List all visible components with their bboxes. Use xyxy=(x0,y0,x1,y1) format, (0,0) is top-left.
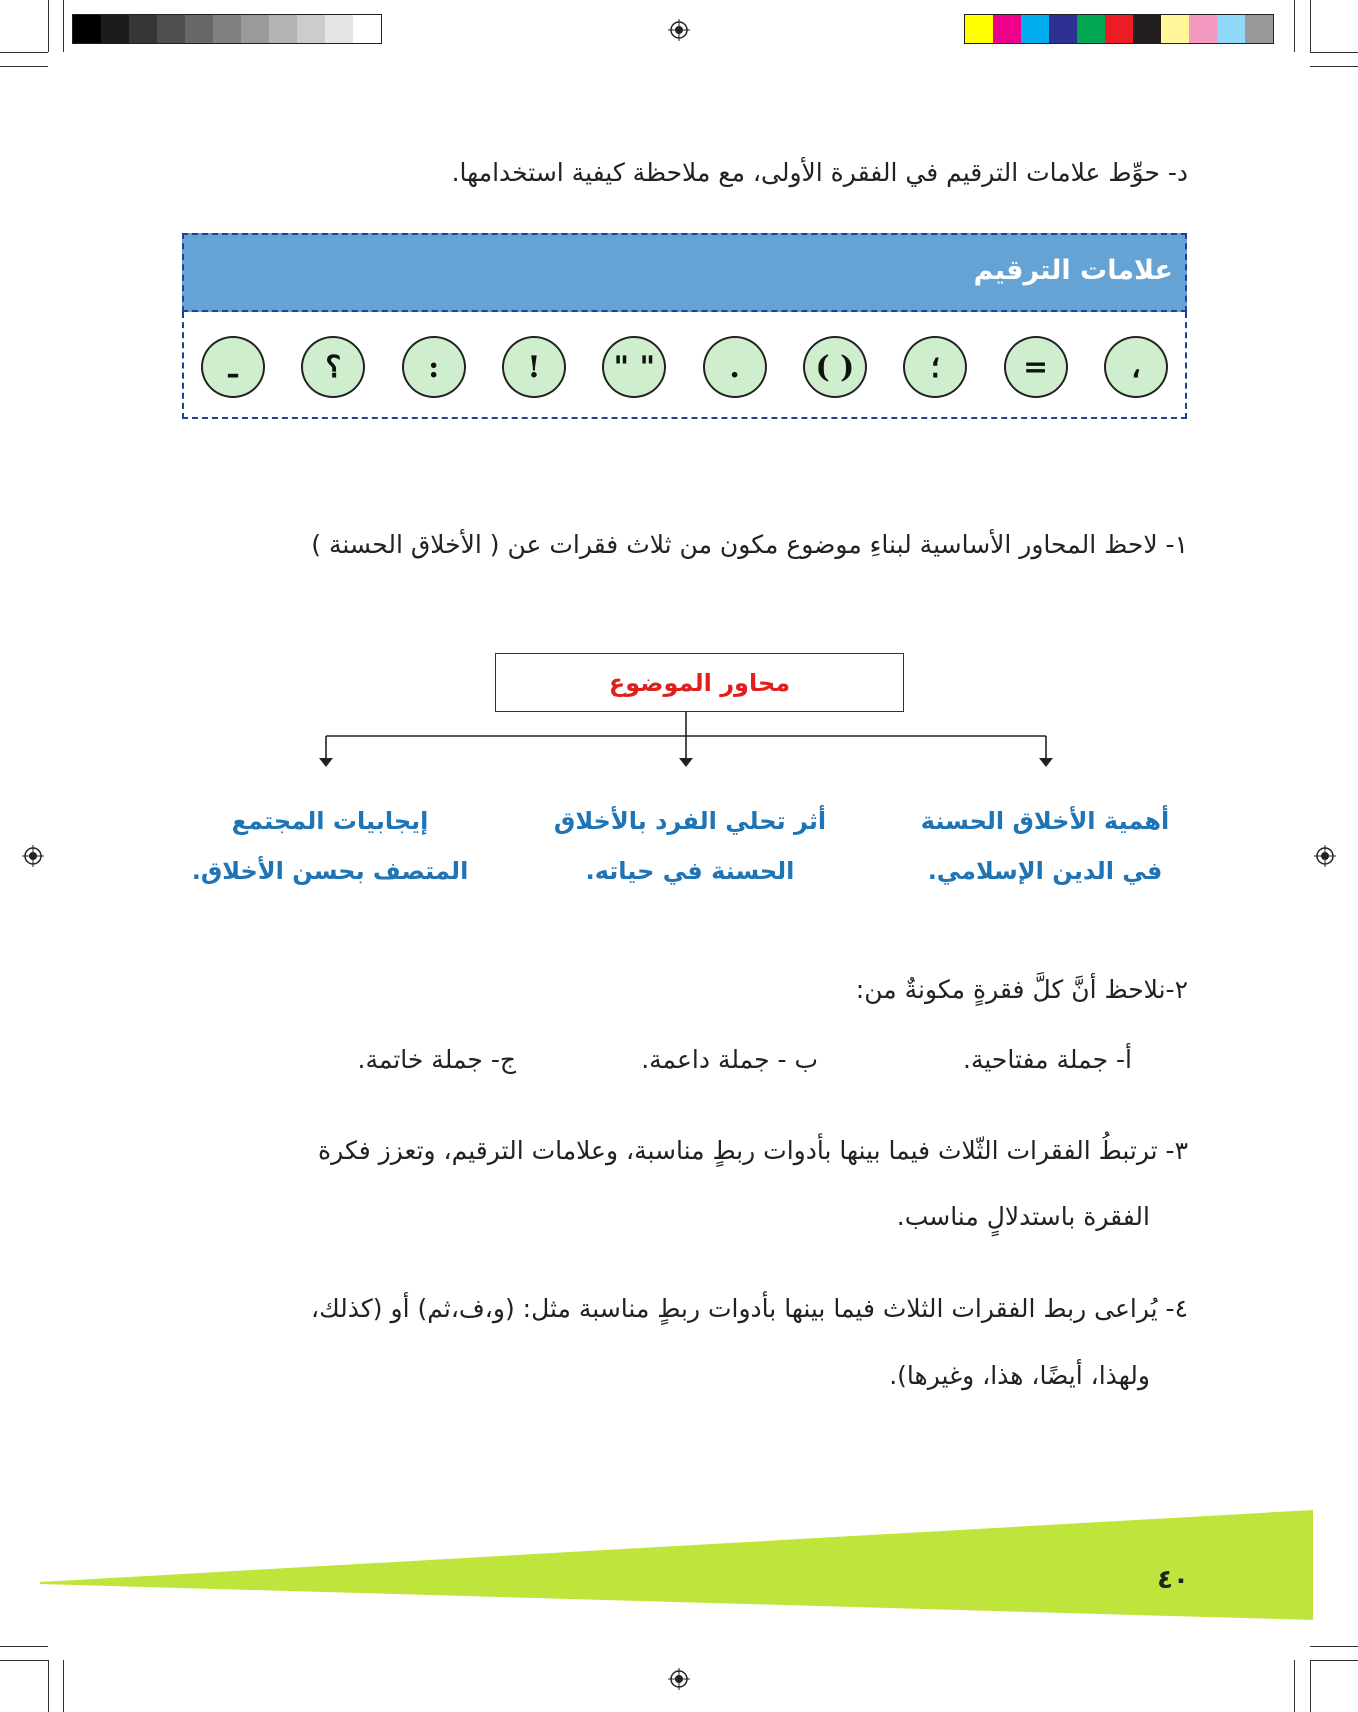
punctuation-mark: . xyxy=(703,336,767,398)
color-swatch xyxy=(993,15,1021,43)
punctuation-mark: ! xyxy=(502,336,566,398)
color-swatch xyxy=(1161,15,1189,43)
punctuation-mark: = xyxy=(1004,336,1068,398)
crop-mark xyxy=(1294,0,1295,52)
color-swatch xyxy=(101,15,129,43)
punctuation-mark: " " xyxy=(602,336,666,398)
punctuation-mark: ، xyxy=(1104,336,1168,398)
point-3-line-1: ٣- ترتبطُ الفقرات الثّلاث فيما بينها بأدوات ربطٍ مناسبة، وعلامات الترقيم، وتعزز فكرة xyxy=(318,1136,1188,1165)
diagram-title-box xyxy=(495,653,904,712)
diagram-title: محاور الموضوع xyxy=(608,668,791,697)
punctuation-mark: ( ) xyxy=(803,336,867,398)
punctuation-marks-row xyxy=(201,336,1168,398)
crop-mark xyxy=(48,1660,49,1712)
color-swatch xyxy=(965,15,993,43)
point-2-item-c: ج- جملة خاتمة. xyxy=(357,1045,516,1074)
crop-mark xyxy=(63,0,64,52)
color-swatch xyxy=(1105,15,1133,43)
diagram-branch-1 xyxy=(900,796,1190,896)
punctuation-mark: ؟ xyxy=(301,336,365,398)
color-swatch xyxy=(1133,15,1161,43)
registration-mark-icon xyxy=(668,1668,690,1690)
branch-3-line-2: المتصف بحسن الأخلاق. xyxy=(191,857,469,885)
registration-mark-icon xyxy=(22,845,44,867)
point-4-line-2: ولهذا، أيضًا، هذا، وغيرها). xyxy=(889,1361,1150,1390)
grayscale-swatch-bar xyxy=(72,14,382,44)
footer-band xyxy=(40,1510,1320,1635)
color-swatch xyxy=(213,15,241,43)
crop-mark xyxy=(0,52,48,53)
crop-mark xyxy=(1310,1660,1311,1712)
registration-mark-icon xyxy=(1314,845,1336,867)
diagram-connectors xyxy=(310,710,1070,770)
diagram-branch-3 xyxy=(180,796,480,896)
crop-mark xyxy=(0,66,48,67)
registration-mark-icon xyxy=(668,19,690,41)
punctuation-panel xyxy=(182,233,1187,419)
crop-mark xyxy=(63,1660,64,1712)
branch-3-line-1: إيجابيات المجتمع xyxy=(231,807,429,835)
crop-mark xyxy=(0,1660,48,1661)
crop-mark xyxy=(48,0,49,52)
color-swatch xyxy=(1077,15,1105,43)
punctuation-mark: : xyxy=(402,336,466,398)
color-swatch xyxy=(353,15,381,43)
branch-1-line-2: في الدين الإسلامي. xyxy=(927,857,1163,885)
punctuation-panel-body xyxy=(182,312,1187,419)
color-swatch xyxy=(325,15,353,43)
instruction-d: د- حوِّط علامات الترقيم في الفقرة الأولى، مع ملاحظة كيفية استخدامها. xyxy=(451,158,1188,187)
point-3-line-2: الفقرة باستدلالٍ مناسب. xyxy=(896,1202,1150,1231)
color-swatch xyxy=(129,15,157,43)
punctuation-mark: ؛ xyxy=(903,336,967,398)
color-swatch xyxy=(269,15,297,43)
color-swatch xyxy=(185,15,213,43)
point-2-item-a: أ- جملة مفتاحية. xyxy=(963,1045,1132,1074)
crop-mark xyxy=(1310,52,1358,53)
crop-mark xyxy=(1294,1660,1295,1712)
branch-1-line-1: أهمية الأخلاق الحسنة xyxy=(920,807,1170,835)
point-4-line-1: ٤- يُراعى ربط الفقرات الثلاث فيما بينها بأدوات ربطٍ مناسبة مثل: (و،ف،ثم) أو (كذلك، xyxy=(311,1294,1188,1323)
crop-mark xyxy=(1310,0,1311,52)
color-swatch xyxy=(1217,15,1245,43)
point-2-text: ٢-نلاحظ أنَّ كلَّ فقرةٍ مكونةٌ من: xyxy=(855,975,1188,1004)
crop-mark xyxy=(1310,66,1358,67)
page-number: ٤٠ xyxy=(1157,1565,1189,1595)
color-swatch xyxy=(1245,15,1273,43)
crop-mark xyxy=(0,1646,48,1647)
color-swatch xyxy=(157,15,185,43)
color-swatch xyxy=(1189,15,1217,43)
punctuation-panel-title: علامات الترقيم xyxy=(973,255,1173,286)
color-swatch xyxy=(73,15,101,43)
punctuation-mark: ـ xyxy=(201,336,265,398)
branch-2-line-2: الحسنة في حياته. xyxy=(585,857,795,885)
diagram-branch-2 xyxy=(540,796,840,896)
point-1-text: ١- لاحظ المحاور الأساسية لبناءِ موضوع مكون من ثلاث فقرات عن ( الأخلاق الحسنة ) xyxy=(311,530,1188,559)
color-swatch xyxy=(297,15,325,43)
crop-mark xyxy=(1310,1660,1358,1661)
color-swatch xyxy=(241,15,269,43)
punctuation-panel-header xyxy=(182,233,1187,312)
color-swatch xyxy=(1049,15,1077,43)
color-swatch-bar xyxy=(964,14,1274,44)
color-swatch xyxy=(1021,15,1049,43)
branch-2-line-1: أثر تحلي الفرد بالأخلاق xyxy=(553,807,827,835)
point-2-item-b: ب - جملة داعمة. xyxy=(641,1045,818,1074)
crop-mark xyxy=(1310,1646,1358,1647)
